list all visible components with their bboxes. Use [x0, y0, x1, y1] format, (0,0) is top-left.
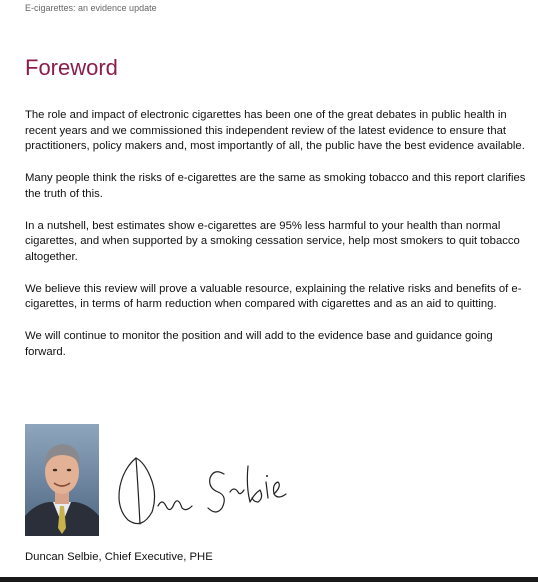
paragraph: We will continue to monitor the position and will add to the evidence base and guidance going forward. [25, 330, 493, 358]
page-title: Foreword [25, 55, 118, 80]
portrait-illustration [25, 424, 99, 536]
portrait-photo [25, 424, 99, 536]
handwritten-signature [106, 446, 296, 536]
paragraph: Many people think the risks of e-cigarettes are the same as smoking tobacco and this report clarifies the truth of this. [25, 172, 526, 200]
running-header: E-cigarettes: an evidence update [25, 3, 157, 13]
paragraph: We believe this review will prove a valuable resource, explaining the relative risks and benefits of e-cigarettes, in terms of harm reduction when compared with cigarettes and as an aid to quitting. [25, 282, 522, 311]
paragraph: In a nutshell, best estimates show e-cigarettes are 95% less harmful to your health than normal cigarettes, and when supported by a smoking cessation service, help most smokers to quit tobacco altogether. [25, 219, 520, 263]
foreword-body [25, 108, 531, 376]
paragraph: The role and impact of electronic cigarettes has been one of the great debates in public health in recent years and we commissioned this independent review of the latest evidence to ensure that practitioners, policy makers and, most importantly of all, the public have the best evidence available. [25, 109, 525, 153]
footer-rule [0, 577, 538, 582]
signatory-caption: Duncan Selbie, Chief Executive, PHE [25, 551, 213, 563]
